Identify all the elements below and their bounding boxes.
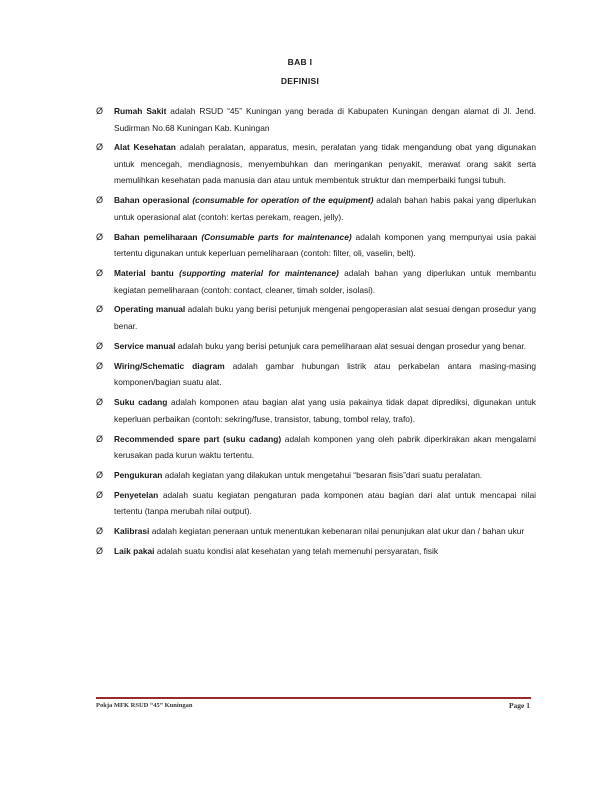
definition-term: Service manual [114,340,176,351]
footer-organization: Pokja MFK RSUD “45” Kuningan [96,702,193,709]
definition-term-english: (Consumable parts for maintenance) [201,231,352,242]
bullet-arrow-icon: Ø [96,304,104,315]
definition-term-english: (consumable for operation of the equipment) [192,195,374,206]
definition-text: adalah komponen yang mempunyai usia pakai tertentu digunakan untuk keperluan pemeliharaan (contoh: filter, oli, vaselin, belt). [114,231,536,259]
definition-text: adalah buku yang berisi petunjuk cara pemeliharaan alat sesuai dengan prosedur yang benar. [175,340,527,351]
bullet-arrow-icon: Ø [96,489,104,500]
definition-text: adalah suatu kondisi alat kesehatan yang telah memenuhi persyaratan, fisik [154,546,439,557]
definition-text: adalah peralatan, apparatus, mesin, peralatan yang tidak mengandung obat yang digunakan untuk mencegah, mendiagnosis, menyembuhkan dan meringankan penyakit, merawat orang sakit serta memulihkan kesehatan pada manusia dan atau untuk membentuk struktur dan memperbaiki fungsi tubuh. [114,142,536,186]
definition-item [96,523,536,540]
definition-term: Bahan operasional [114,195,193,206]
bullet-arrow-icon: Ø [96,360,104,371]
bullet-arrow-icon: Ø [96,433,104,444]
definition-item [96,192,536,225]
definition-text: adalah RSUD “45” Kuningan yang berada di Kabupaten Kuningan dengan alamat di Jl. Jend. Sudirman No.68 Kuningan Kab. Kuningan [114,106,536,133]
definition-item [96,301,536,334]
bullet-arrow-icon: Ø [96,195,104,206]
page-number: Page 1 [508,701,530,710]
definition-item [96,338,536,355]
definition-item [96,394,536,427]
definition-term: Wiring/Schematic diagram [114,360,225,371]
definition-term: Material bantu [114,268,180,279]
bullet-arrow-icon: Ø [96,231,104,242]
footer-divider [96,697,531,699]
bullet-arrow-icon: Ø [96,106,104,116]
definition-term: Alat Kesehatan [114,142,176,153]
definition-term: Rumah Sakit [114,106,167,116]
definition-term: Kalibrasi [114,526,150,537]
definition-item [96,467,536,484]
bullet-arrow-icon: Ø [96,340,104,351]
definition-term: Penyetelan [114,489,159,500]
definition-text: adalah suatu kegiatan pengaturan pada komponen atau bagian dari alat untuk mencapai nilai tertentu (tanpa merubah nilai output). [114,489,536,517]
bullet-arrow-icon: Ø [96,526,104,537]
definition-text: adalah bahan habis pakai yang diperlukan untuk operasional alat (contoh: kertas perekam, reagen, jelly). [114,195,536,222]
definition-term: Laik pakai [114,546,155,557]
definition-text: adalah komponen yang oleh pabrik diperkirakan akan mengalami kerusakan pada kurun waktu tertentu. [114,433,536,461]
bullet-arrow-icon: Ø [96,546,104,557]
definition-term: Recommended spare part (suku cadang) [114,433,282,444]
definition-item [96,358,536,391]
bullet-arrow-icon: Ø [96,469,104,480]
definition-item [96,139,536,189]
chapter-title: DEFINISI [280,76,320,86]
definition-text: adalah komponen atau bagian alat yang usia pakainya tidak dapat diprediksi, digunakan untuk keperluan perbaikan (contoh: sekring/fuse, transistor, tabung, tombol relay, trafo). [114,397,536,424]
definition-text: adalah gambar hubungan listrik atau perkabelan antara masing-masing komponen/bagian suatu alat. [114,360,536,388]
definition-list [96,103,536,563]
definition-term: Suku cadang [114,397,168,408]
definition-item [96,229,536,262]
chapter-number: BAB I [287,57,313,67]
definition-item [96,487,536,520]
definition-term: Operating manual [114,304,186,315]
definition-item [96,103,536,136]
definition-term: Bahan pemeliharaan [114,231,202,242]
definition-item [96,543,536,560]
definition-term-english: (supporting material for maintenance) [179,268,339,279]
definition-term: Pengukuran [114,469,163,480]
bullet-arrow-icon: Ø [96,142,104,153]
definition-text: adalah bahan yang diperlukan untuk membantu kegiatan pemeliharaan (contoh: contact, cleaner, timah solder, isolasi). [114,268,536,295]
definition-text: adalah kegiatan peneraan untuk menentukan kebenaran nilai penunjukan alat ukur dan / bahan ukur [149,526,525,537]
bullet-arrow-icon: Ø [96,268,104,279]
definition-item [96,265,536,298]
definition-text: adalah buku yang berisi petunjuk mengenai pengoperasian alat sesuai dengan prosedur yang benar. [114,304,536,331]
definition-item [96,431,536,464]
bullet-arrow-icon: Ø [96,397,104,408]
definition-text: adalah kegiatan yang dilakukan untuk mengetahui “besaran fisis”dari suatu peralatan. [162,469,483,480]
